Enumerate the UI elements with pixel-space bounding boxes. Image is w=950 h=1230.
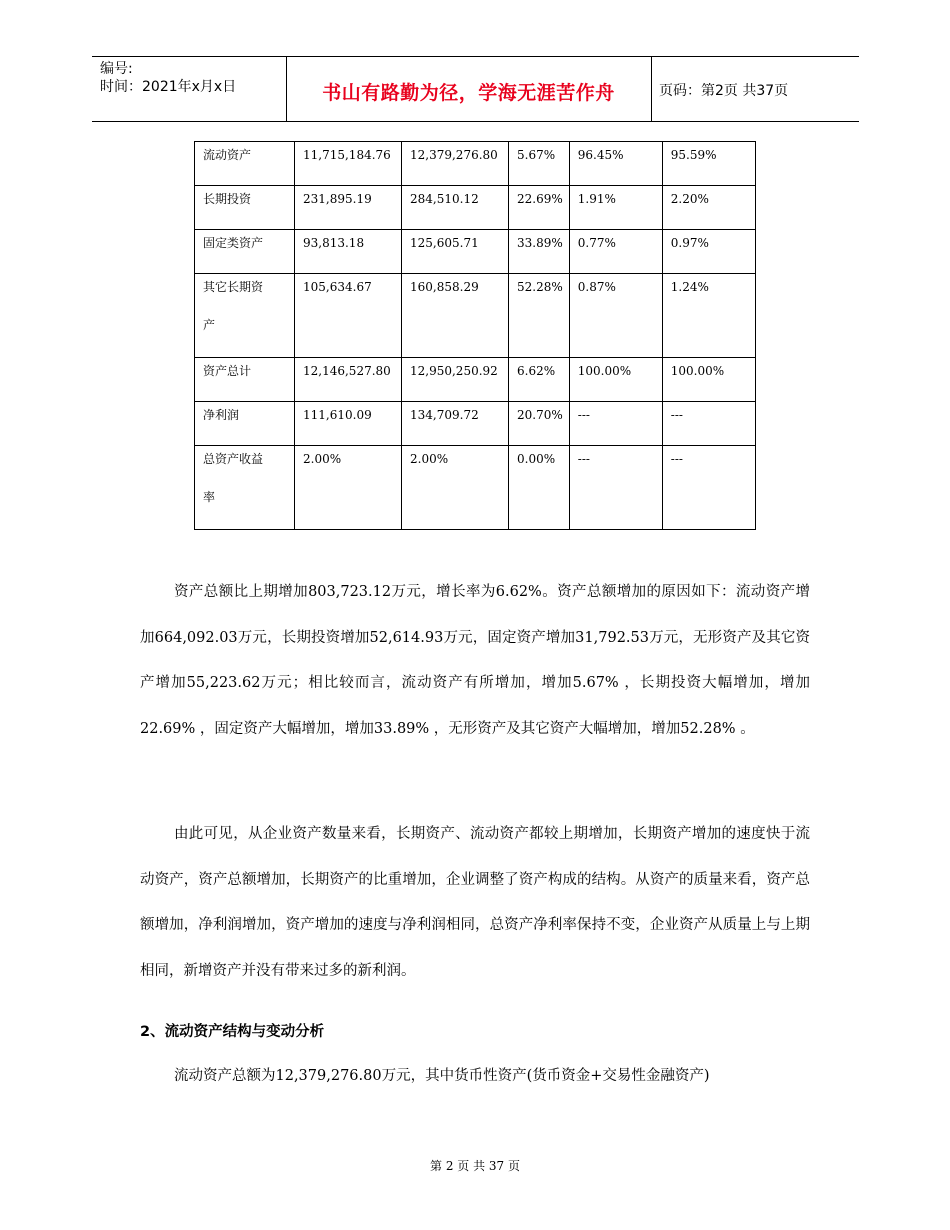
table-row [195,186,756,230]
section-heading: 2、流动资产结构与变动分析 [140,1024,325,1040]
cell-value: 20.70% [517,408,563,422]
table-row [195,142,756,186]
cell-value: 100.00% [577,364,632,378]
cell-value: 1.24% [670,280,709,294]
row-label [195,186,295,230]
cell-change [509,274,570,358]
row-label-text: 资产总计 [203,364,252,378]
cell-prev [295,230,402,274]
cell-value: 2.00% [410,452,449,466]
cell-value: 11,715,184.76 [303,148,391,162]
cell-value: 2.00% [303,452,342,466]
row-label [195,402,295,446]
cell-curr [402,358,509,402]
cell-value: 160,858.29 [410,280,479,294]
cell-share-curr [662,402,755,446]
cell-value: 105,634.67 [303,280,372,294]
cell-value: 12,146,527.80 [303,364,391,378]
header-top-rule [92,56,859,57]
cell-share-prev [569,358,662,402]
cell-value: --- [670,452,683,466]
cell-prev [295,446,402,530]
cell-share-curr [662,142,755,186]
row-label-text: 长期投资 [203,192,252,206]
row-label-text: 总资产收益 [203,452,264,466]
row-label [195,142,295,186]
cell-value: 95.59% [670,148,717,162]
cell-value: 2.20% [670,192,709,206]
cell-prev [295,274,402,358]
cell-value: --- [577,452,590,466]
cell-value: 12,379,276.80 [410,148,498,162]
cell-value: 96.45% [577,148,624,162]
cell-share-curr [662,274,755,358]
row-label-text: 固定类资产 [203,236,264,250]
header-motto: 书山有路勤为径，学海无涯苦作舟 [322,82,615,104]
row-label [195,230,295,274]
row-label-text: 产 [203,318,216,332]
paragraph-analysis: 由此可见，从企业资产数量来看，长期资产、流动资产都较上期增加，长期资产增加的速度快于流动资产，资产总额增加，长期资产的比重增加，企业调整了资产构成的结构。从资产的质量来看，资产总额增加，净利润增加，资产增加的速度与净利润相同，总资产净利率保持不变，企业资产从质量上与上期相同，新增资产并没有带来过多的新利润。 [140,826,810,979]
cell-curr [402,274,509,358]
cell-prev [295,402,402,446]
row-label [195,446,295,530]
table-row [195,402,756,446]
cell-value: 134,709.72 [410,408,479,422]
row-label [195,358,295,402]
paragraph-asset-change: 资产总额比上期增加803,723.12万元，增长率为6.62%。资产总额增加的原因如下：流动资产增加664,092.03万元，长期投资增加52,614.93万元，固定资产增加31,792.53万元，无形资产及其它资产增加55,223.62万元；相比较而言，流动资产有所增加，增加5.67% ，长期投资大幅增加，增加22.69% ，固定资产大幅增加，增加33.89% ，无形资产及其它资产大幅增加，增加52.28% 。 [140,584,810,737]
cell-value: 111,610.09 [303,408,372,422]
cell-curr [402,186,509,230]
cell-value: --- [670,408,683,422]
table-row [195,274,756,358]
page-footer: 第 2 页 共 37 页 [430,1159,520,1173]
cell-share-prev [569,186,662,230]
cell-value: 0.00% [517,452,556,466]
cell-value: 100.00% [670,364,725,378]
cell-value: --- [577,408,590,422]
header-meta [100,60,236,96]
cell-share-curr [662,358,755,402]
header-divider-right [651,56,652,122]
row-label-text: 其它长期资 [203,280,264,294]
cell-share-prev [569,274,662,358]
row-label-text: 流动资产 [203,148,252,162]
cell-curr [402,142,509,186]
cell-value: 33.89% [517,236,563,250]
cell-value: 125,605.71 [410,236,479,250]
row-label [195,274,295,358]
asset-table [194,141,756,530]
cell-change [509,446,570,530]
cell-change [509,402,570,446]
table-row [195,446,756,530]
cell-prev [295,358,402,402]
cell-value: 22.69% [517,192,563,206]
cell-value: 0.87% [577,280,616,294]
cell-share-prev [569,142,662,186]
cell-value: 5.67% [517,148,556,162]
cell-share-prev [569,402,662,446]
table-row [195,358,756,402]
cell-prev [295,142,402,186]
cell-value: 0.77% [577,236,616,250]
cell-share-prev [569,446,662,530]
cell-value: 0.97% [670,236,709,250]
cell-value: 12,950,250.92 [410,364,498,378]
cell-curr [402,446,509,530]
cell-change [509,358,570,402]
cell-value: 284,510.12 [410,192,479,206]
cell-change [509,230,570,274]
cell-curr [402,230,509,274]
cell-share-prev [569,230,662,274]
header-bottom-rule [92,121,859,122]
header-page-info: 页码：第2页 共37页 [659,83,789,99]
cell-value: 1.91% [577,192,616,206]
cell-value: 93,813.18 [303,236,365,250]
header-code: 编号: [100,61,133,77]
cell-share-curr [662,230,755,274]
cell-prev [295,186,402,230]
cell-value: 231,895.19 [303,192,372,206]
row-label-text: 净利润 [203,408,240,422]
header-time: 时间：2021年x月x日 [100,79,237,95]
cell-change [509,186,570,230]
table-row [195,230,756,274]
cell-change [509,142,570,186]
cell-value: 52.28% [517,280,563,294]
row-label-text: 率 [203,490,216,504]
paragraph-current-assets: 流动资产总额为12,379,276.80万元，其中货币性资产(货币资金+交易性金融资产) [174,1068,710,1084]
cell-value: 6.62% [517,364,556,378]
cell-curr [402,402,509,446]
cell-share-curr [662,446,755,530]
cell-share-curr [662,186,755,230]
